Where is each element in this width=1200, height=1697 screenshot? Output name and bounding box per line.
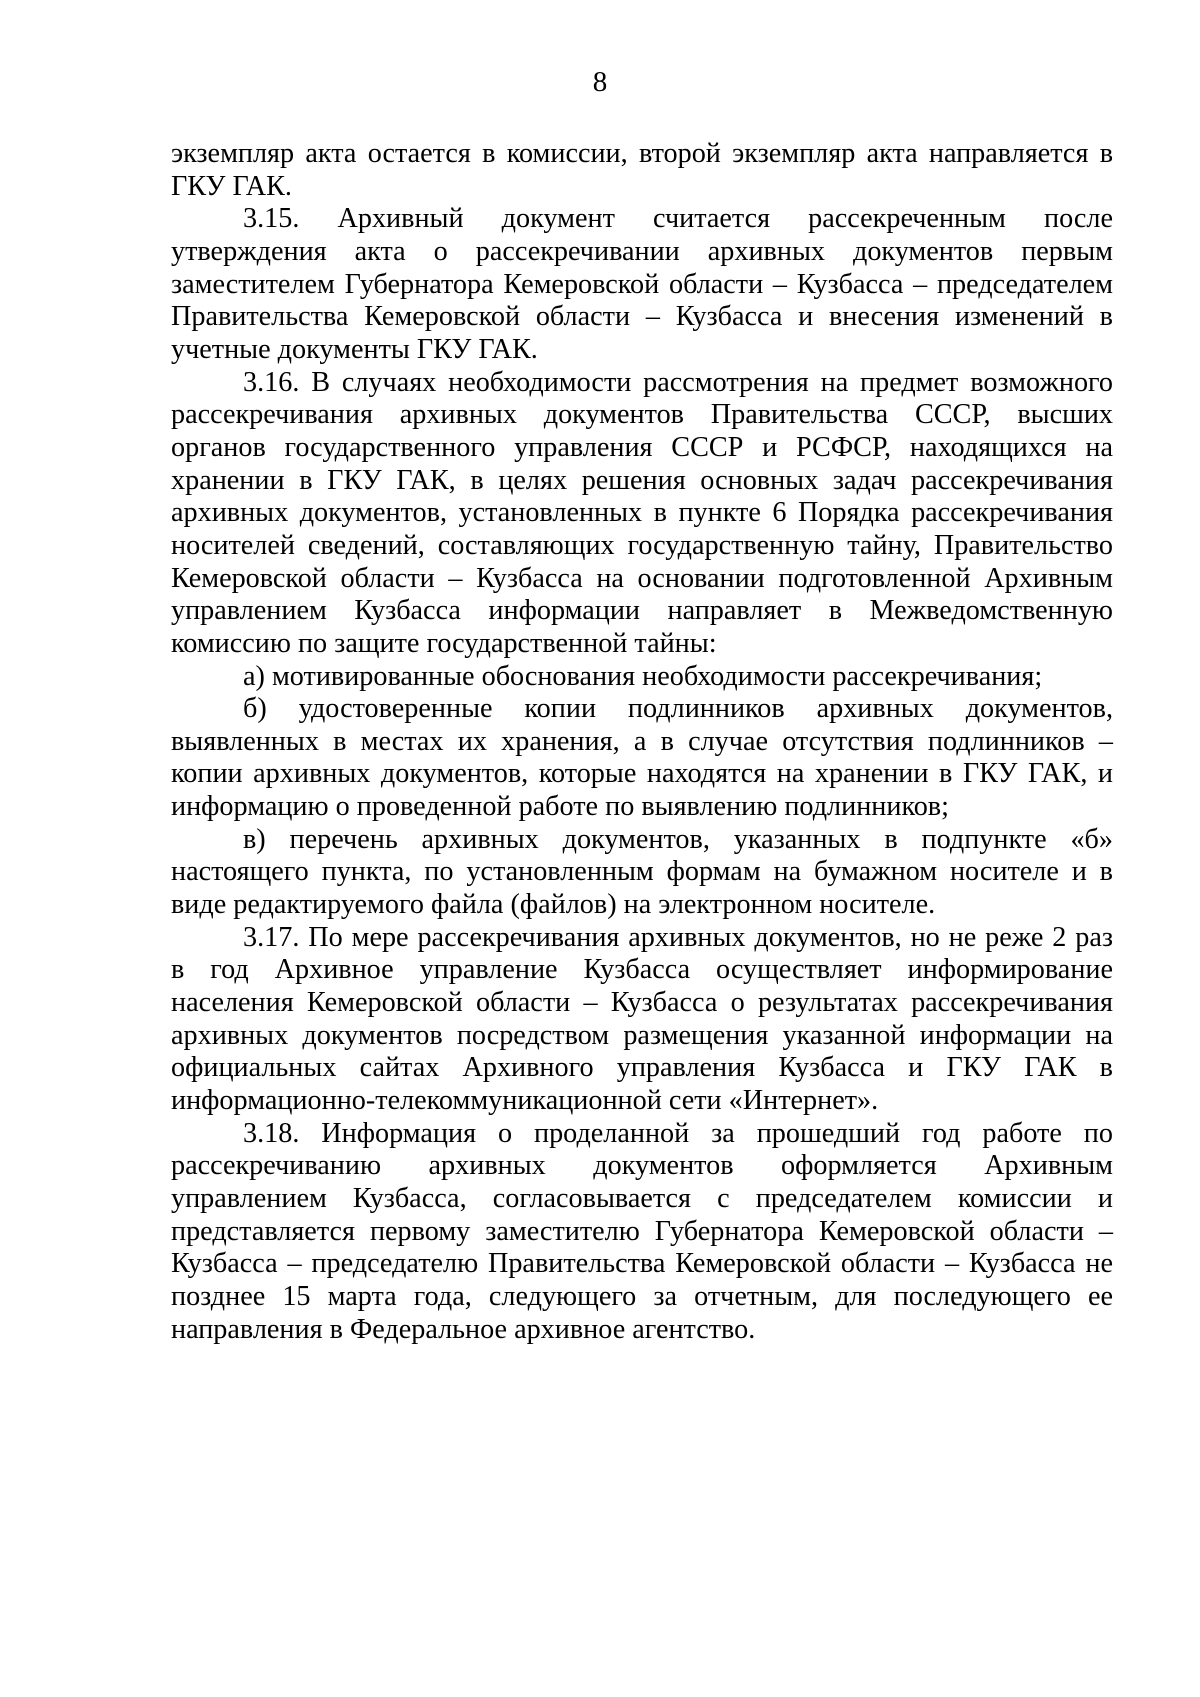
paragraph-3-16-item-v: в) перечень архивных документов, указанных в подпункте «б» настоящего пункта, по установленным формам на бумажном носителе и в виде редактируемого файла (файлов) на электронном носителе. [171,823,1113,921]
paragraph-3-16-item-a: а) мотивированные обоснования необходимости рассекречивания; [243,660,1043,692]
paragraph-3-15: 3.15. Архивный документ считается рассекреченным после утверждения акта о рассекречивании архивных документов первым заместителем Губернатора Кемеровской области – Кузбасса – председателем Правительства Кемеровской области – Кузбасса и внесения изменений в учетные документы ГКУ ГАК. [171,203,1113,365]
document-body [171,138,1113,1346]
paragraph-continuation: экземпляр акта остается в комиссии, второй экземпляр акта направляется в ГКУ ГАК. [171,138,1113,202]
page-number: 8 [592,66,608,98]
paragraph-3-17: 3.17. По мере рассекречивания архивных документов, но не реже 2 раз в год Архивное управление Кузбасса осуществляет информирование населения Кемеровской области – Кузбасса о результатах рассекречивания архивных документов посредством размещения указанной информации на официальных сайтах Архивного управления Кузбасса и ГКУ ГАК в информационно-телекоммуникационной сети «Интернет». [171,921,1113,1117]
paragraph-3-16: 3.16. В случаях необходимости рассмотрения на предмет возможного рассекречивания архивных документов Правительства СССР, высших органов государственного управления СССР и РСФСР, находящихся на хранении в ГКУ ГАК, в целях решения основных задач рассекречивания архивных документов, установленных в пункте 6 Порядка рассекречивания носителей сведений, составляющих государственную тайну, Правительство Кемеровской области – Кузбасса на основании подготовленной Архивным управлением Кузбасса информации направляет в Межведомственную комиссию по защите государственной тайны: [171,366,1113,659]
paragraph-3-16-item-b: б) удостоверенные копии подлинников архивных документов, выявленных в местах их хранения, а в случае отсутствия подлинников – копии архивных документов, которые находятся на хранении в ГКУ ГАК, и информацию о проведенной работе по выявлению подлинников; [171,693,1113,823]
paragraph-3-18: 3.18. Информация о проделанной за прошедший год работе по рассекречиванию архивных документов оформляется Архивным управлением Кузбасса, согласовывается с председателем комиссии и представляется первому заместителю Губернатора Кемеровской области – Кузбасса – председателю Правительства Кемеровской области – Кузбасса не позднее 15 марта года, следующего за отчетным, для последующего ее направления в Федеральное архивное агентство. [171,1117,1113,1345]
